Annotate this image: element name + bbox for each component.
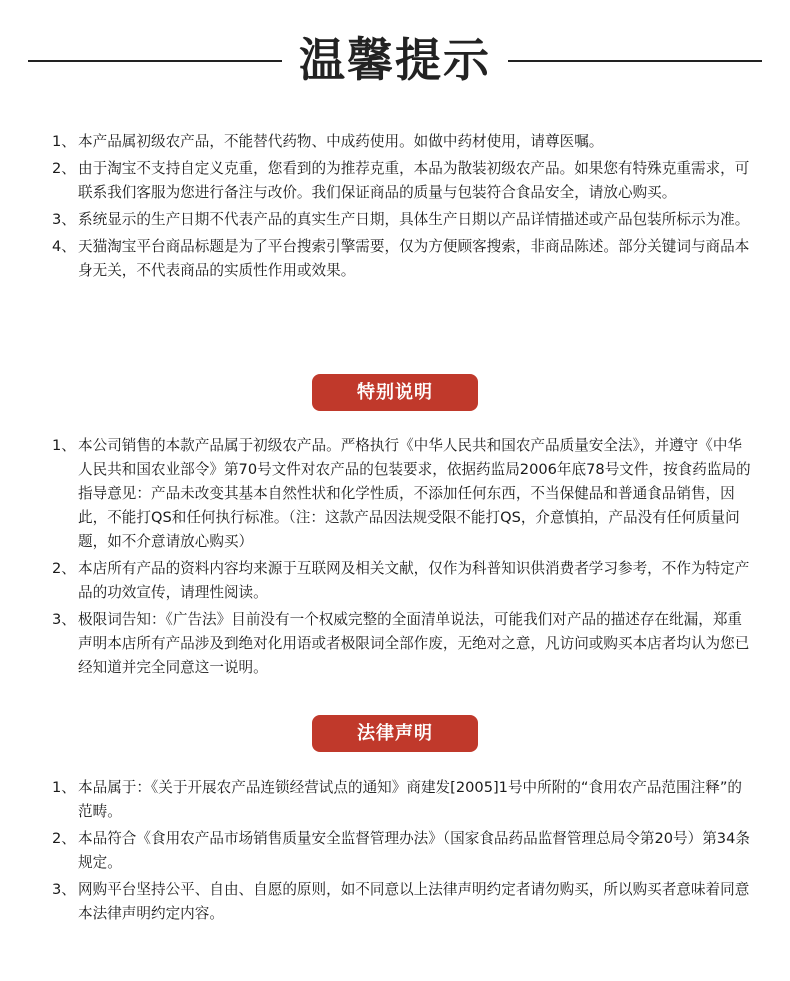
legal-item: [52, 878, 752, 926]
item-number: 2、: [52, 160, 76, 177]
item-text: 本品属于：《关于开展农产品连锁经营试点的通知》商建发[2005]1号中所附的“食用农产品范围注释”的范畴。: [78, 779, 742, 820]
item-number: 4、: [52, 238, 76, 255]
page-title: 温馨提示: [299, 33, 491, 87]
item-number: 1、: [52, 437, 76, 454]
item-text: 由于淘宝不支持自定义克重，您看到的为推荐克重，本品为散装初级农产品。如果您有特殊克重需求，可联系我们客服为您进行备注与改价。我们保证商品的质量与包装符合食品安全，请放心购买。: [78, 160, 750, 201]
item-text: 本店所有产品的资料内容均来源于互联网及相关文献，仅作为科普知识供消费者学习参考，不作为特定产品的功效宣传，请理性阅读。: [78, 560, 750, 601]
item-number: 3、: [52, 881, 76, 898]
item-text: 天猫淘宝平台商品标题是为了平台搜索引擎需要，仅为方便顾客搜索，非商品陈述。部分关键词与商品本身无关，不代表商品的实质性作用或效果。: [78, 238, 750, 279]
item-text: 系统显示的生产日期不代表产品的真实生产日期，具体生产日期以产品详情描述或产品包装所标示为准。: [78, 211, 750, 228]
notice-list: [52, 130, 752, 286]
notice-item: [52, 235, 752, 283]
notice-item: [52, 157, 752, 205]
item-text: 本产品属初级农产品，不能替代药物、中成药使用。如做中药材使用，请尊医嘱。: [78, 133, 604, 150]
item-number: 3、: [52, 611, 76, 628]
special-item: [52, 608, 752, 680]
item-number: 1、: [52, 133, 76, 150]
title-divider-left: [28, 60, 282, 62]
special-item: [52, 434, 752, 554]
special-item: [52, 557, 752, 605]
page-header: [0, 30, 790, 90]
item-text: 本公司销售的本款产品属于初级农产品。严格执行《中华人民共和国农产品质量安全法》，并遵守《中华人民共和国农业部令》第70号文件对农产品的包装要求，依据药监局2006年底78号文件，按食药监局的指导意见：产品未改变其基本自然性状和化学性质，不添加任何东西，不当保健品和普通食品销售，因此，不能打QS和任何执行标准。（注：这款产品因法规受限不能打QS，介意慎拍，产品没有任何质量问题，如不介意请放心购买）: [78, 437, 751, 550]
special-notes-list: [52, 434, 752, 683]
legal-statement-list: [52, 776, 752, 929]
notice-item: [52, 208, 752, 232]
item-text: 极限词告知：《广告法》目前没有一个权威完整的全面清单说法，可能我们对产品的描述存在纰漏，郑重声明本店所有产品涉及到绝对化用语或者极限词全部作废，无绝对之意，凡访问或购买本店者均认为您已经知道并完全同意这一说明。: [78, 611, 750, 676]
item-number: 1、: [52, 779, 76, 796]
item-number: 2、: [52, 830, 76, 847]
notice-item: [52, 130, 752, 154]
legal-item: [52, 776, 752, 824]
legal-item: [52, 827, 752, 875]
item-number: 3、: [52, 211, 76, 228]
item-text: 本品符合《食用农产品市场销售质量安全监督管理办法》（国家食品药品监督管理总局令第20号）第34条规定。: [78, 830, 750, 871]
item-number: 2、: [52, 560, 76, 577]
special-notes-heading: 特别说明: [312, 374, 478, 411]
item-text: 网购平台坚持公平、自由、自愿的原则，如不同意以上法律声明约定者请勿购买，所以购买者意味着同意本法律声明约定内容。: [78, 881, 750, 922]
legal-statement-heading: 法律声明: [312, 715, 478, 752]
title-divider-right: [508, 60, 762, 62]
